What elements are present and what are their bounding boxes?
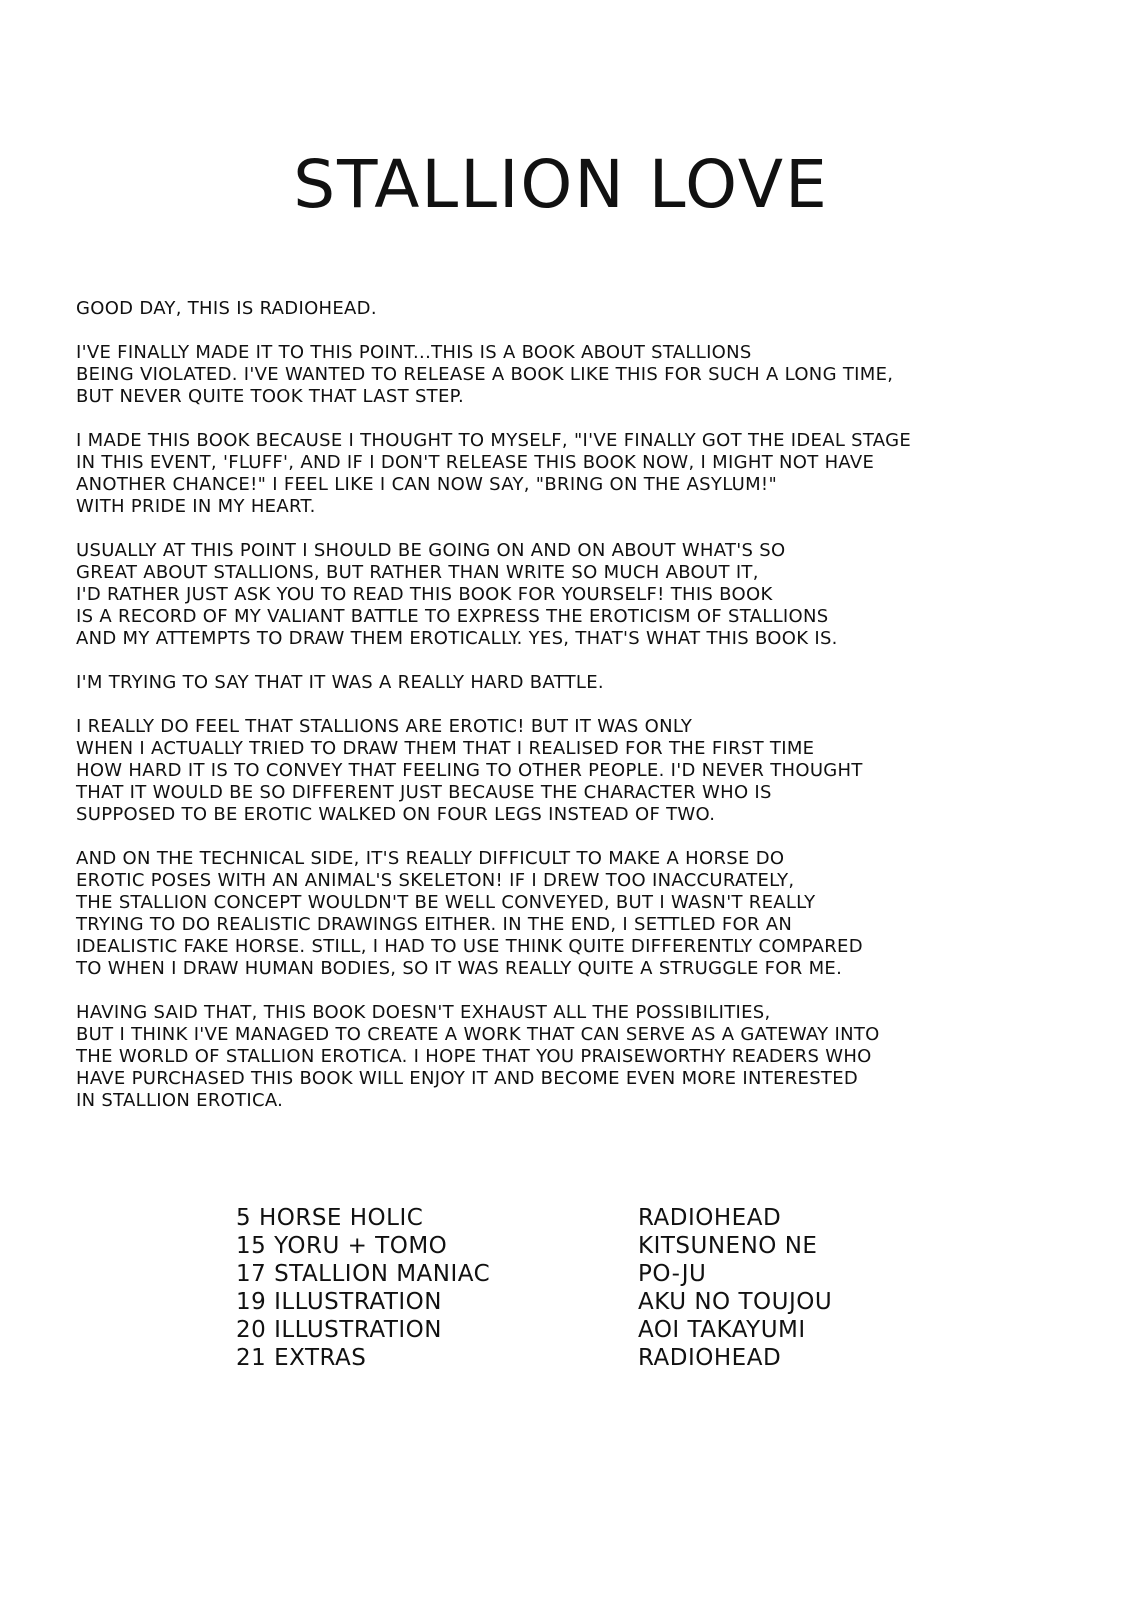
contents-entry: 20 ILLUSTRATION xyxy=(236,1317,442,1343)
paragraph: I'VE FINALLY MADE IT TO THIS POINT...THIS IS A BOOK ABOUT STALLIONS BEING VIOLATED. I'VE WANTED TO RELEASE A BOOK LIKE THIS FOR SUCH A LONG TIME, BUT NEVER QUITE TOOK THAT LAST STEP. xyxy=(76,342,894,407)
paragraph: I'M TRYING TO SAY THAT IT WAS A REALLY HARD BATTLE. xyxy=(76,672,604,693)
paragraph: HAVING SAID THAT, THIS BOOK DOESN'T EXHAUST ALL THE POSSIBILITIES, BUT I THINK I'VE MANAGED TO CREATE A WORK THAT CAN SERVE AS A GATEWAY INTO THE WORLD OF STALLION EROTICA. I HOPE THAT YOU PRAISEWORTHY READERS WHO HAVE PURCHASED THIS BOOK WILL ENJOY IT AND BECOME EVEN MORE INTERESTED IN STALLION EROTICA. xyxy=(76,1002,880,1111)
contents-author: PO-JU xyxy=(638,1261,707,1287)
contents-row xyxy=(236,1316,916,1344)
contents-row xyxy=(236,1344,916,1372)
contents-row xyxy=(236,1204,916,1232)
paragraph: I MADE THIS BOOK BECAUSE I THOUGHT TO MYSELF, "I'VE FINALLY GOT THE IDEAL STAGE IN THIS EVENT, 'FLUFF', AND IF I DON'T RELEASE THIS BOOK NOW, I MIGHT NOT HAVE ANOTHER CHANCE!" I FEEL LIKE I CAN NOW SAY, "BRING ON THE ASYLUM!" WITH PRIDE IN MY HEART. xyxy=(76,430,912,517)
page-title: STALLION LOVE xyxy=(293,146,829,223)
contents-row xyxy=(236,1288,916,1316)
paragraph: GOOD DAY, THIS IS RADIOHEAD. xyxy=(76,298,377,319)
contents-author: RADIOHEAD xyxy=(638,1205,782,1231)
table-of-contents xyxy=(236,1204,916,1372)
paragraph: AND ON THE TECHNICAL SIDE, IT'S REALLY DIFFICULT TO MAKE A HORSE DO EROTIC POSES WITH AN ANIMAL'S SKELETON! IF I DREW TOO INACCURATELY, THE STALLION CONCEPT WOULDN'T BE WELL CONVEYED, BUT I WASN'T REALLY TRYING TO DO REALISTIC DRAWINGS EITHER. IN THE END, I SETTLED FOR AN IDEALISTIC FAKE HORSE. STILL, I HAD TO USE THINK QUITE DIFFERENTLY COMPARED TO WHEN I DRAW HUMAN BODIES, SO IT WAS REALLY QUITE A STRUGGLE FOR ME. xyxy=(76,848,863,979)
contents-entry: 19 ILLUSTRATION xyxy=(236,1289,442,1315)
contents-entry: 15 YORU + TOMO xyxy=(236,1233,448,1259)
contents-row xyxy=(236,1232,916,1260)
contents-entry: 17 STALLION MANIAC xyxy=(236,1261,491,1287)
contents-row xyxy=(236,1260,916,1288)
paragraph: USUALLY AT THIS POINT I SHOULD BE GOING ON AND ON ABOUT WHAT'S SO GREAT ABOUT STALLIONS, BUT RATHER THAN WRITE SO MUCH ABOUT IT, I'D RATHER JUST ASK YOU TO READ THIS BOOK FOR YOURSELF! THIS BOOK IS A RECORD OF MY VALIANT BATTLE TO EXPRESS THE EROTICISM OF STALLIONS AND MY ATTEMPTS TO DRAW THEM EROTICALLY. YES, THAT'S WHAT THIS BOOK IS. xyxy=(76,540,838,649)
paragraph: I REALLY DO FEEL THAT STALLIONS ARE EROTIC! BUT IT WAS ONLY WHEN I ACTUALLY TRIED TO DRAW THEM THAT I REALISED FOR THE FIRST TIME HOW HARD IT IS TO CONVEY THAT FEELING TO OTHER PEOPLE. I'D NEVER THOUGHT THAT IT WOULD BE SO DIFFERENT JUST BECAUSE THE CHARACTER WHO IS SUPPOSED TO BE EROTIC WALKED ON FOUR LEGS INSTEAD OF TWO. xyxy=(76,716,863,825)
contents-author: KITSUNENO NE xyxy=(638,1233,818,1259)
contents-author: AOI TAKAYUMI xyxy=(638,1317,806,1343)
contents-entry: 21 EXTRAS xyxy=(236,1345,367,1371)
contents-author: RADIOHEAD xyxy=(638,1345,782,1371)
afterword-body xyxy=(76,298,1056,1134)
contents-entry: 5 HORSE HOLIC xyxy=(236,1205,424,1231)
contents-author: AKU NO TOUJOU xyxy=(638,1289,833,1315)
